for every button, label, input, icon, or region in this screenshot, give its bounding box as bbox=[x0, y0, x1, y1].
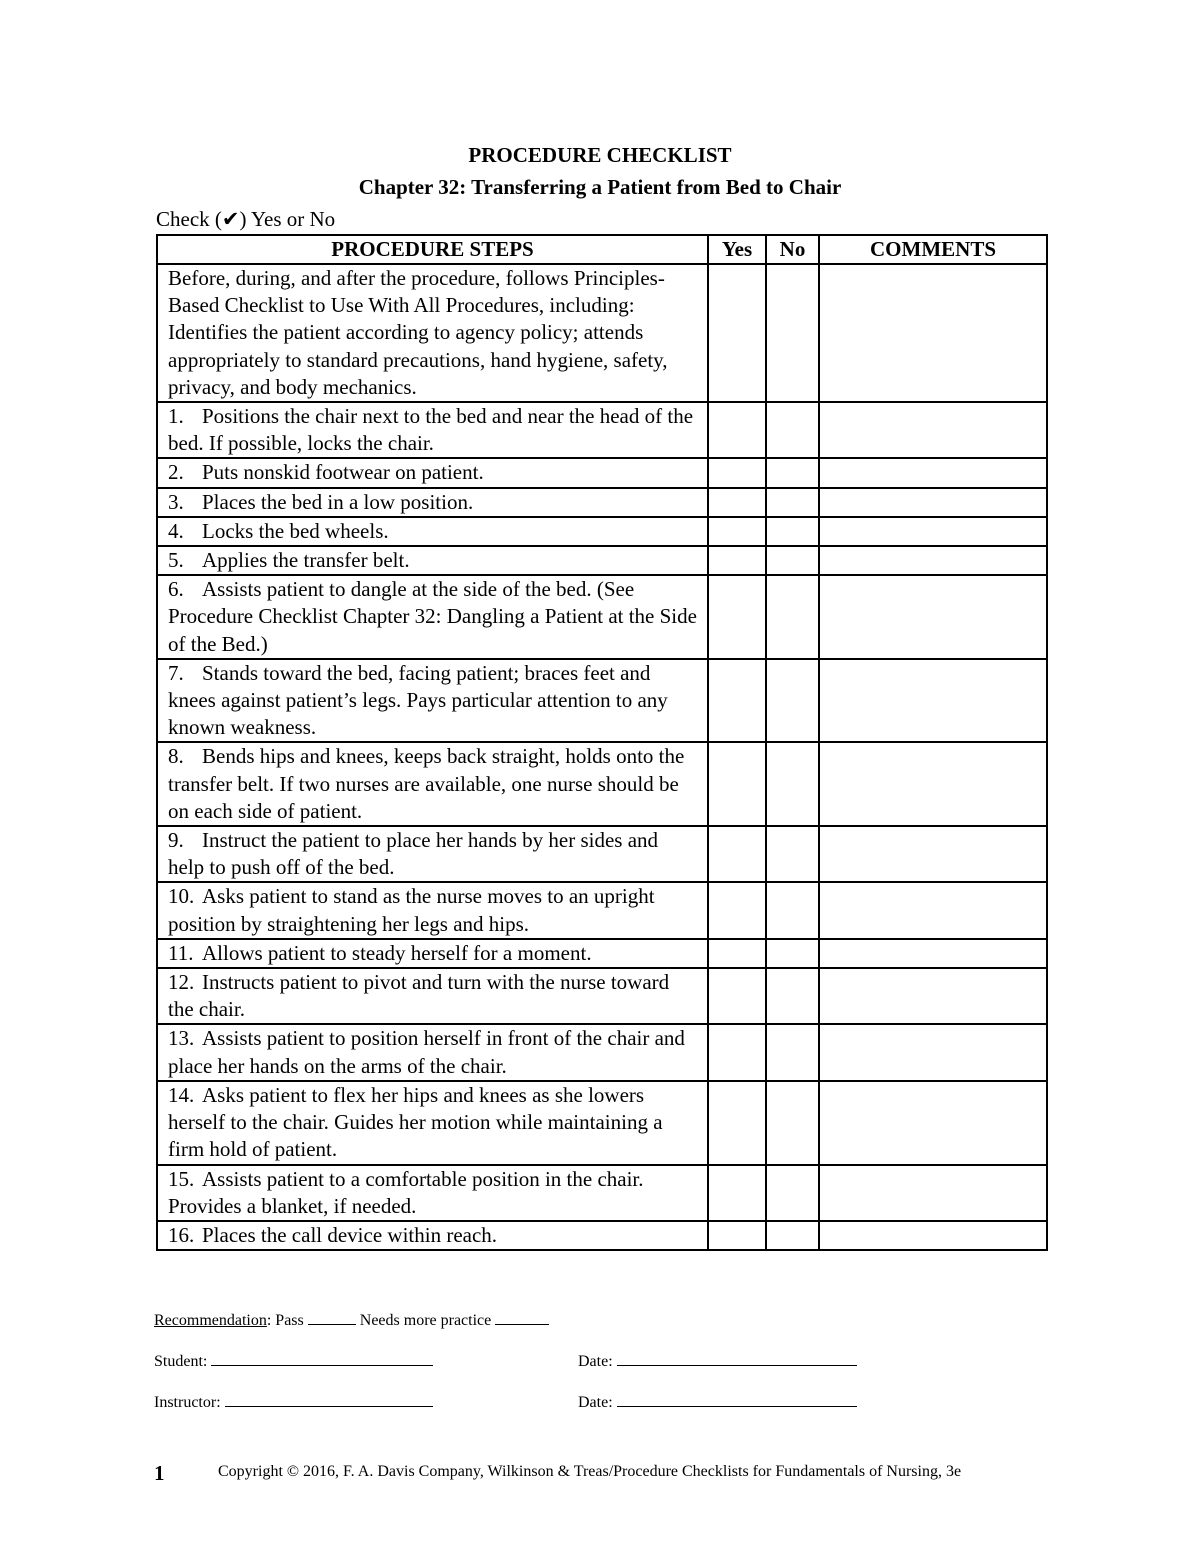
comments-cell[interactable] bbox=[819, 826, 1047, 882]
step-cell bbox=[157, 1024, 708, 1080]
step-number: 14. bbox=[168, 1082, 195, 1107]
yes-cell[interactable] bbox=[708, 826, 766, 882]
step-number: 12. bbox=[168, 970, 195, 995]
step-text: Puts nonskid footwear on patient. bbox=[202, 460, 484, 485]
no-cell[interactable] bbox=[766, 826, 819, 882]
table-row bbox=[157, 546, 1047, 575]
comments-cell[interactable] bbox=[819, 1165, 1047, 1221]
step-cell bbox=[157, 742, 708, 826]
student-date-label: Date: bbox=[578, 1353, 613, 1370]
student-label: Student: bbox=[154, 1353, 208, 1370]
pass-label: : Pass bbox=[266, 1312, 304, 1329]
page-number: 1 bbox=[154, 1461, 165, 1485]
step-cell bbox=[157, 1221, 708, 1250]
step-cell bbox=[157, 546, 708, 575]
step-number: 13. bbox=[168, 1026, 195, 1051]
yes-cell[interactable] bbox=[708, 1081, 766, 1165]
procedure-table bbox=[156, 234, 1048, 1251]
step-number: 3. bbox=[168, 489, 184, 514]
comments-cell[interactable] bbox=[819, 402, 1047, 458]
no-cell[interactable] bbox=[766, 968, 819, 1024]
step-number: 7. bbox=[168, 660, 184, 685]
table-row bbox=[157, 402, 1047, 458]
step-text: Before, during, and after the procedure, follows Principles-Based Checklist to Use With All Procedures, including: Identifies the patient according to agency policy; attends appropriately to standard precautions, hand hygiene, safety, privacy, and body mechanics. bbox=[168, 266, 668, 399]
step-cell bbox=[157, 517, 708, 546]
step-text: Applies the transfer belt. bbox=[202, 548, 410, 573]
step-number: 10. bbox=[168, 884, 195, 909]
column-header-no: No bbox=[766, 235, 819, 264]
step-text: Bends hips and knees, keeps back straight, holds onto the transfer belt. If two nurses are available, one nurse should be on each side of patient. bbox=[168, 744, 685, 823]
no-cell[interactable] bbox=[766, 1081, 819, 1165]
no-cell[interactable] bbox=[766, 575, 819, 659]
no-cell[interactable] bbox=[766, 517, 819, 546]
table-row bbox=[157, 264, 1047, 402]
instructor-date-label: Date: bbox=[578, 1394, 613, 1411]
step-number: 15. bbox=[168, 1166, 195, 1191]
column-header-yes: Yes bbox=[708, 235, 766, 264]
step-number: 5. bbox=[168, 548, 184, 573]
table-row bbox=[157, 1024, 1047, 1080]
step-text: Locks the bed wheels. bbox=[202, 518, 389, 543]
comments-cell[interactable] bbox=[819, 1024, 1047, 1080]
table-row bbox=[157, 1165, 1047, 1221]
table-row bbox=[157, 1081, 1047, 1165]
no-cell[interactable] bbox=[766, 742, 819, 826]
step-text: Assists patient to a comfortable position in the chair. Provides a blanket, if needed. bbox=[168, 1166, 644, 1218]
step-cell bbox=[157, 968, 708, 1024]
no-cell[interactable] bbox=[766, 1024, 819, 1080]
document-subtitle: Chapter 32: Transferring a Patient from Bed to Chair bbox=[358, 175, 842, 199]
table-row bbox=[157, 968, 1047, 1024]
student-blank[interactable] bbox=[211, 1351, 433, 1366]
yes-cell[interactable] bbox=[708, 402, 766, 458]
table-row bbox=[157, 826, 1047, 882]
step-text: Positions the chair next to the bed and near the head of the bed. If possible, locks the chair. bbox=[168, 404, 694, 456]
yes-cell[interactable] bbox=[708, 1165, 766, 1221]
step-cell bbox=[157, 488, 708, 517]
yes-cell[interactable] bbox=[708, 968, 766, 1024]
step-number: 16. bbox=[168, 1222, 195, 1247]
no-cell[interactable] bbox=[766, 264, 819, 402]
table-header-row bbox=[157, 235, 1047, 264]
comments-cell[interactable] bbox=[819, 742, 1047, 826]
comments-cell[interactable] bbox=[819, 882, 1047, 938]
step-number: 2. bbox=[168, 460, 184, 485]
instructor-blank[interactable] bbox=[225, 1392, 433, 1407]
document-title: PROCEDURE CHECKLIST bbox=[468, 143, 732, 167]
no-cell[interactable] bbox=[766, 1165, 819, 1221]
table-row bbox=[157, 1221, 1047, 1250]
step-cell bbox=[157, 458, 708, 487]
step-cell bbox=[157, 939, 708, 968]
step-text: Assists patient to dangle at the side of the bed. (See Procedure Checklist Chapter 32: Dangling a Patient at the Side of the Bed.) bbox=[168, 577, 697, 656]
comments-cell[interactable] bbox=[819, 939, 1047, 968]
step-cell bbox=[157, 882, 708, 938]
yes-cell[interactable] bbox=[708, 458, 766, 487]
step-text: Asks patient to flex her hips and knees as she lowers herself to the chair. Guides her motion while maintaining a firm hold of patient. bbox=[168, 1082, 663, 1162]
step-text: Stands toward the bed, facing patient; braces feet and knees against patient’s legs. Pays particular attention to any known weakness. bbox=[168, 660, 668, 740]
step-number: 11. bbox=[168, 940, 194, 965]
table-row bbox=[157, 458, 1047, 487]
column-header-comments: COMMENTS bbox=[819, 235, 1047, 264]
instructor-date-line bbox=[578, 1392, 857, 1412]
column-header-steps: PROCEDURE STEPS bbox=[157, 235, 708, 264]
no-cell[interactable] bbox=[766, 402, 819, 458]
comments-cell[interactable] bbox=[819, 575, 1047, 659]
step-number: 6. bbox=[168, 577, 184, 602]
yes-cell[interactable] bbox=[708, 517, 766, 546]
needs-practice-label: Needs more practice bbox=[359, 1312, 492, 1329]
no-cell[interactable] bbox=[766, 659, 819, 743]
step-cell bbox=[157, 575, 708, 659]
step-number: 4. bbox=[168, 518, 184, 543]
no-cell[interactable] bbox=[766, 882, 819, 938]
step-text: Allows patient to steady herself for a moment. bbox=[202, 940, 592, 965]
step-text: Assists patient to position herself in front of the chair and place her hands on the arms of the chair. bbox=[168, 1026, 685, 1078]
comments-cell[interactable] bbox=[819, 458, 1047, 487]
yes-cell[interactable] bbox=[708, 659, 766, 743]
yes-cell[interactable] bbox=[708, 742, 766, 826]
step-cell bbox=[157, 402, 708, 458]
recommendation-label: Recommendation bbox=[154, 1312, 267, 1329]
yes-cell[interactable] bbox=[708, 488, 766, 517]
check-instruction: Check (✔) Yes or No bbox=[156, 207, 336, 231]
table-row bbox=[157, 882, 1047, 938]
copyright-notice: Copyright © 2016, F. A. Davis Company, Wilkinson & Treas/Procedure Checklists for Fundamentals of Nursing, 3e bbox=[218, 1463, 962, 1480]
no-cell[interactable] bbox=[766, 458, 819, 487]
table-row bbox=[157, 488, 1047, 517]
student-date-line bbox=[578, 1351, 857, 1371]
table-row bbox=[157, 939, 1047, 968]
yes-cell[interactable] bbox=[708, 264, 766, 402]
student-date-blank[interactable] bbox=[617, 1351, 857, 1366]
step-cell bbox=[157, 659, 708, 743]
comments-cell[interactable] bbox=[819, 546, 1047, 575]
step-number: 1. bbox=[168, 404, 184, 429]
comments-cell[interactable] bbox=[819, 968, 1047, 1024]
step-text: Places the call device within reach. bbox=[202, 1222, 498, 1247]
step-cell bbox=[157, 1165, 708, 1221]
yes-cell[interactable] bbox=[708, 1221, 766, 1250]
step-text: Instruct the patient to place her hands by her sides and help to push off of the bed. bbox=[168, 828, 659, 880]
step-text: Asks patient to stand as the nurse moves to an upright position by straightening her legs and hips. bbox=[168, 884, 655, 936]
step-text: Places the bed in a low position. bbox=[202, 489, 474, 514]
table-row bbox=[157, 659, 1047, 743]
yes-cell[interactable] bbox=[708, 939, 766, 968]
recommendation-line bbox=[154, 1310, 549, 1330]
no-cell[interactable] bbox=[766, 1221, 819, 1250]
table-row bbox=[157, 575, 1047, 659]
comments-cell[interactable] bbox=[819, 488, 1047, 517]
table-body bbox=[157, 264, 1047, 1250]
instructor-line bbox=[154, 1392, 433, 1412]
step-cell bbox=[157, 264, 708, 402]
no-cell[interactable] bbox=[766, 546, 819, 575]
step-cell bbox=[157, 826, 708, 882]
no-cell[interactable] bbox=[766, 488, 819, 517]
comments-cell[interactable] bbox=[819, 1221, 1047, 1250]
yes-cell[interactable] bbox=[708, 882, 766, 938]
step-number: 8. bbox=[168, 744, 184, 769]
pass-blank[interactable] bbox=[308, 1310, 356, 1325]
student-line bbox=[154, 1351, 433, 1371]
table-row bbox=[157, 517, 1047, 546]
yes-cell[interactable] bbox=[708, 575, 766, 659]
yes-cell[interactable] bbox=[708, 546, 766, 575]
needs-practice-blank[interactable] bbox=[495, 1310, 549, 1325]
comments-cell[interactable] bbox=[819, 264, 1047, 402]
instructor-label: Instructor: bbox=[154, 1394, 221, 1411]
no-cell[interactable] bbox=[766, 939, 819, 968]
comments-cell[interactable] bbox=[819, 1081, 1047, 1165]
step-text: Instructs patient to pivot and turn with the nurse toward the chair. bbox=[168, 970, 670, 1022]
instructor-date-blank[interactable] bbox=[617, 1392, 857, 1407]
table-row bbox=[157, 742, 1047, 826]
comments-cell[interactable] bbox=[819, 659, 1047, 743]
step-number: 9. bbox=[168, 828, 184, 853]
yes-cell[interactable] bbox=[708, 1024, 766, 1080]
step-cell bbox=[157, 1081, 708, 1165]
comments-cell[interactable] bbox=[819, 517, 1047, 546]
